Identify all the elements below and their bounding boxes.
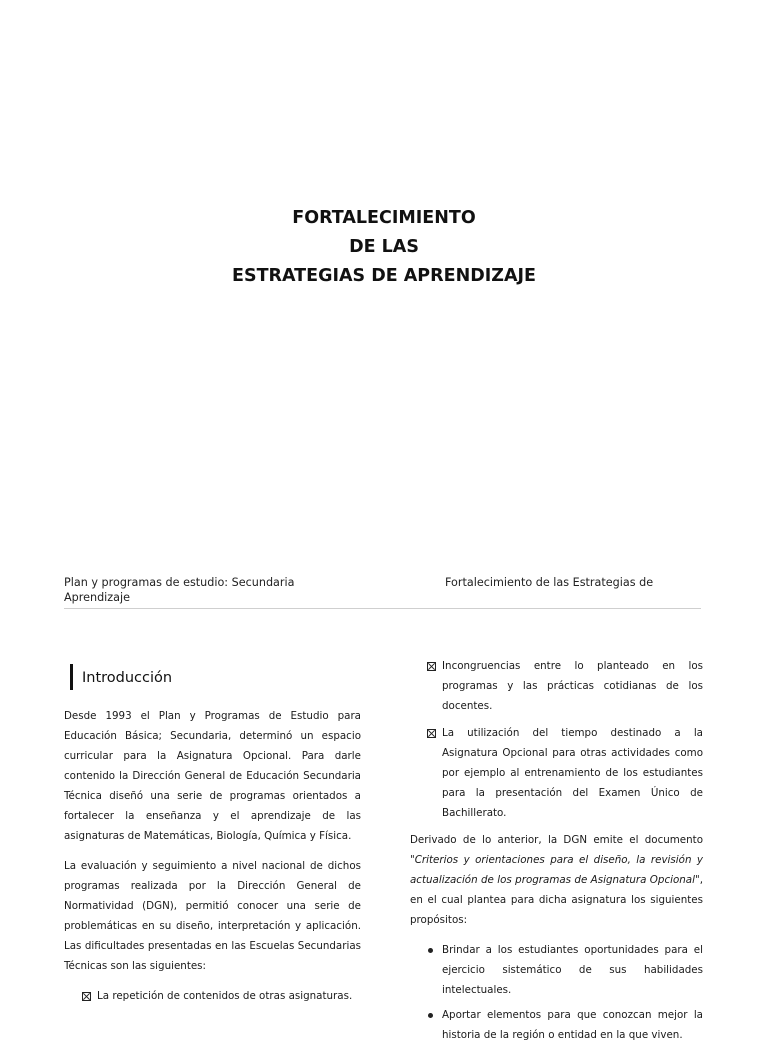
paragraph-derivado: Derivado de lo anterior, la DGN emite el documento "Criterios y orientaciones para el diseño, la revisión y actualización de los programas de Asignatura Opcional", en el cual plantea para dicha asignatura los siguientes propósitos: [410,834,703,926]
list-item: Incongruencias entre lo planteado en los programas y las prácticas cotidianas de los docentes. [410,656,703,716]
paragraph-intro: Desde 1993 el Plan y Programas de Estudio para Educación Básica; Secundaria, determinó un espacio curricular para la Asignatura Opcional. Para darle contenido la Dirección General de Educación Secundaria Técnica diseñó una serie de programas orientados a fortalecer la enseñanza y el aprendizaje de las asignaturas de Matemáticas, Biología, Química y Física. [64,710,361,842]
header-continuation: Aprendizaje [64,591,131,604]
bullet-icon [428,1013,433,1018]
checkbox-icon [82,992,91,1001]
header-right: Fortalecimiento de las Estrategias de [445,576,654,589]
header-divider [64,608,701,609]
right-column [410,656,703,1050]
title-line-1: FORTALECIMIENTO [292,208,476,228]
title-line-2: DE LAS [349,237,419,257]
purposes-list [410,940,703,1045]
list-item: Brindar a los estudiantes oportunidades para el ejercicio sistemático de sus habilidades intelectuales. [410,940,703,1000]
header-left: Plan y programas de estudio: Secundaria [64,576,295,589]
left-column [64,706,361,1013]
running-header [64,575,701,605]
problems-list-continued [410,656,703,823]
problems-list [64,986,361,1006]
list-item: La utilización del tiempo destinado a la Asignatura Opcional para otras actividades como por ejemplo al entrenamiento de los estudiantes para la presentación del Examen Único de Bachillerato. [410,723,703,823]
document-title [0,204,768,291]
list-item: La repetición de contenidos de otras asignaturas. [64,986,361,1006]
title-line-3: ESTRATEGIAS DE APRENDIZAJE [232,266,536,286]
list-item: Aportar elementos para que conozcan mejor la historia de la región o entidad en la que viven. [410,1005,703,1045]
paragraph-evaluation: La evaluación y seguimiento a nivel nacional de dichos programas realizada por la Dirección General de Normatividad (DGN), permitió conocer una serie de problemáticas en su diseño, interpretación y aplicación. Las dificultades presentadas en las Escuelas Secundarias Técnicas son las siguientes: [64,860,361,972]
checkbox-icon [427,662,436,671]
document-reference: "Criterios y orientaciones para el diseño, la revisión y actualización de los programas de Asignatura Opcional" [410,854,703,886]
checkbox-icon [427,729,436,738]
bullet-icon [428,948,433,953]
section-heading: Introducción [70,664,172,690]
